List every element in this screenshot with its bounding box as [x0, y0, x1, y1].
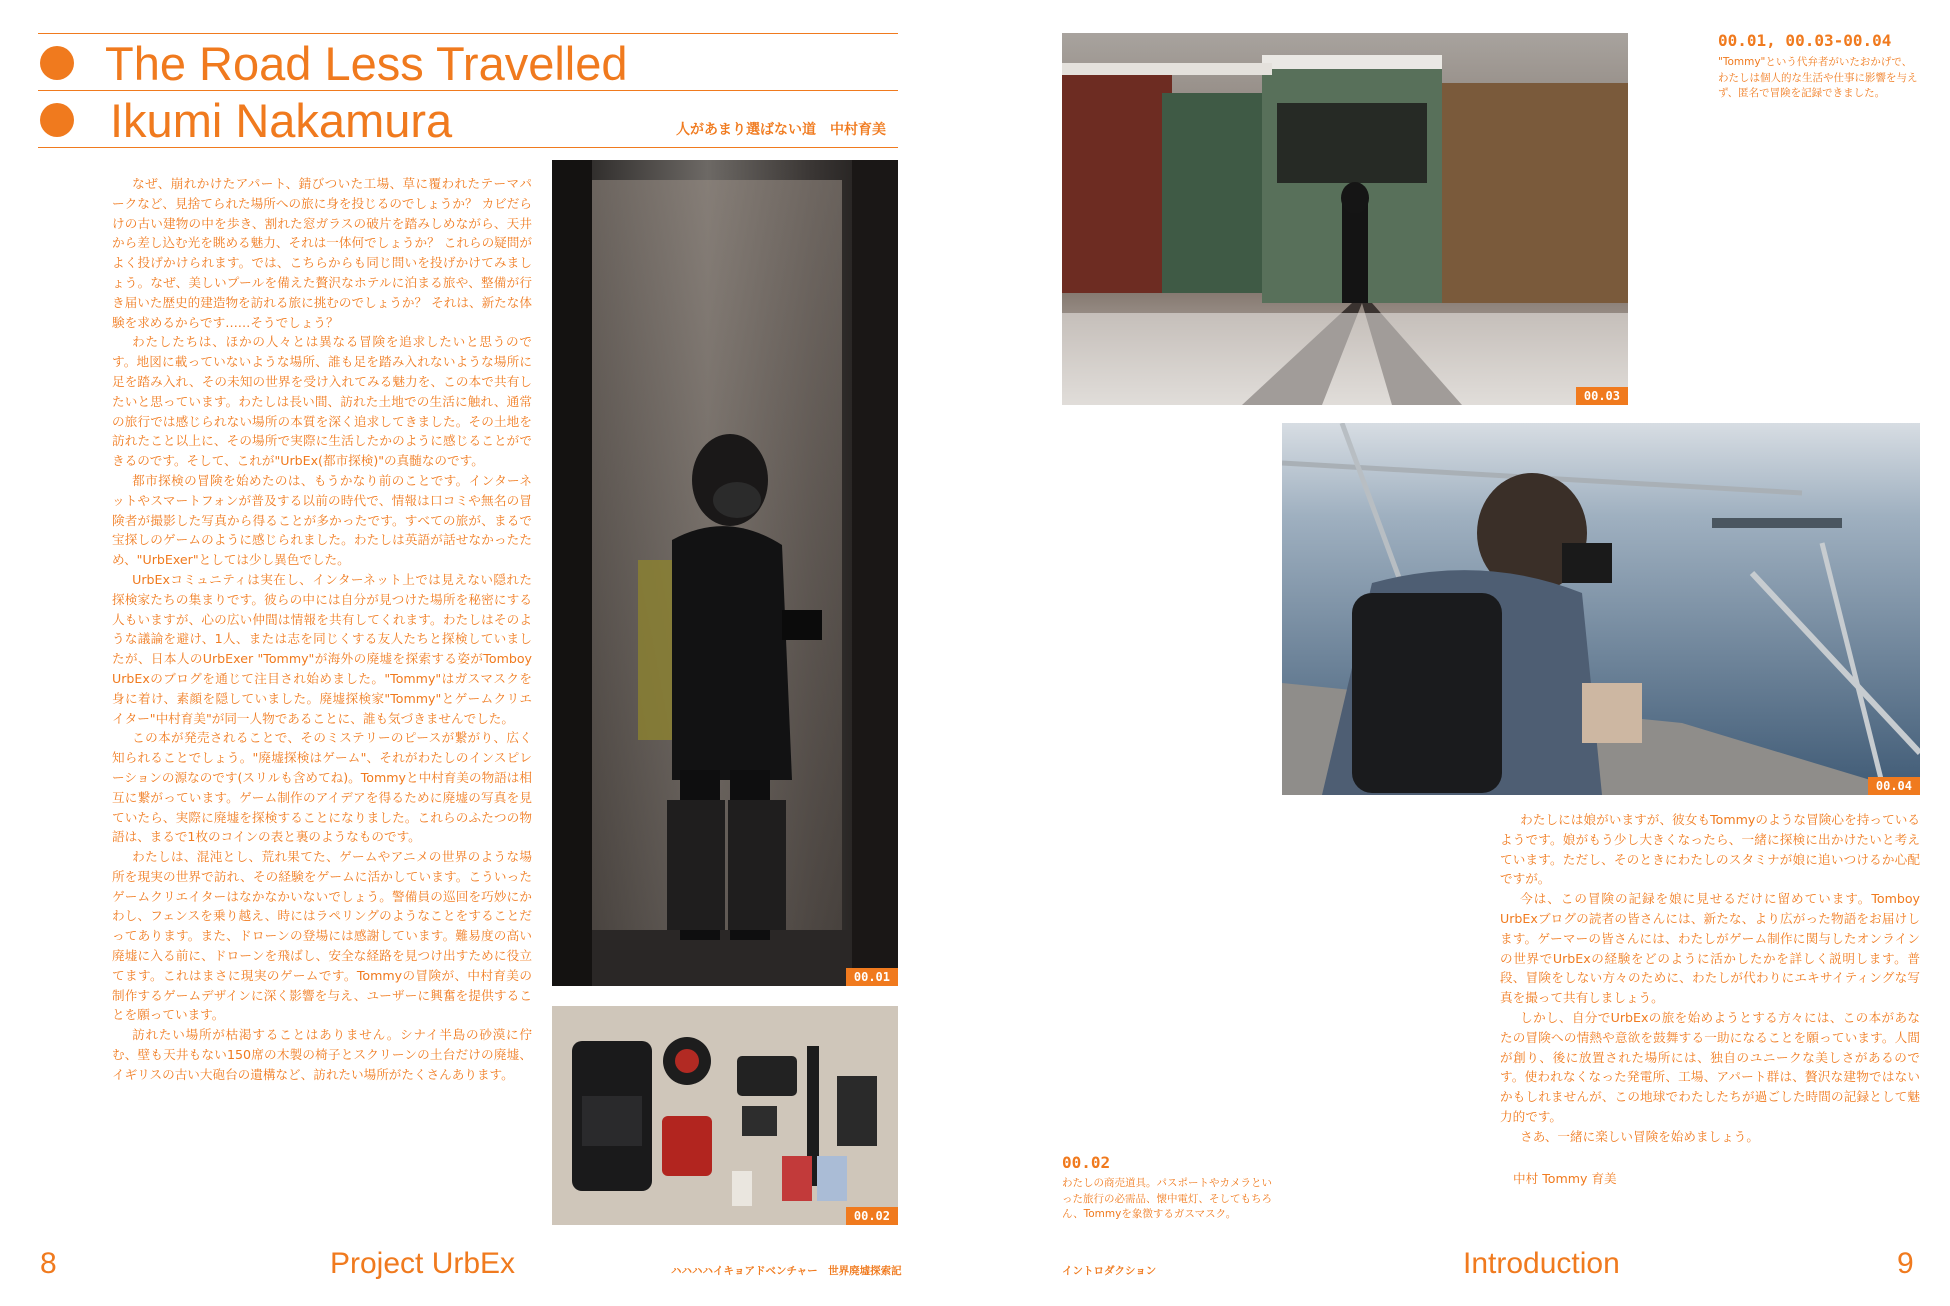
left-running-title: Project UrbEx — [330, 1247, 516, 1280]
author-signature: 中村 Tommy 育美 — [1513, 1171, 1617, 1186]
body-paragraph: 都市探検の冒険を始めたのは、もうかなり前のことです。インターネットやスマートフォンが普及する以前の時代で、情報は口コミや無名の冒険者が撮影した写真から得ることが多かったです。すべての旅が、まるで宝探しのゲームのように感じられました。わたしは英語が話せなかったため、"UrbExer"としては少し異色でした。 — [112, 472, 532, 568]
right-page-number: 9 — [1897, 1247, 1914, 1280]
body-paragraph: UrbExコミュニティは実在し、インターネット上では見えない隠れた探検家たちの集まりです。彼らの中には自分が見つけた場所を秘密にする人もいますが、心の広い仲間は情報を共有してくれます。わたしはそのような議論を避け、1人、または志を同じくする友人たちと探検していましたが、日本人のUrbExer "Tommy"が海外の廃墟を探索する姿がTomboy UrbExのブログを通じて注目され始めました。"Tommy"はガスマスクを身に着け、素顔を隠していました。廃墟探検家"Tommy"とゲームクリエイター"中村育美"が同一人物であることに、誰も気づきませんでした。 — [112, 571, 532, 726]
japanese-subtitle: 人があまり選ばない道 中村育美 — [676, 122, 886, 138]
body-paragraph: この本が発売されることで、そのミステリーのピースが繋がり、広く知られることでしょう。"廃墟探検はゲーム"、それがわたしのインスピレーションの源なのです(スリルも含めてね)。Tommyと中村育美の物語は相互に繋がっています。ゲーム制作のアイデアを得るために廃墟の写真を見ていたら、実際に廃墟を探検することになりました。これらのふたつの物語は、まるで1枚のコインの表と裏のようなものです。 — [112, 730, 532, 845]
photo-tag-00-04: 00.04 — [1868, 777, 1920, 795]
body-paragraph: わたしには娘がいますが、彼女もTommyのような冒険心を持っているようです。娘がもう少し大きくなったら、一緒に探検に出かけたいと考えています。ただし、そのときにわたしのスタミナが娘に追いつけるか心配ですが。 — [1500, 812, 1920, 887]
caption-heading-right: 00.01, 00.03-00.04 — [1718, 31, 1892, 50]
left-page-number: 8 — [40, 1247, 57, 1280]
body-paragraph: 訪れたい場所が枯渇することはありません。シナイ半島の砂漠に佇む、壁も天井もない150席の木製の椅子とスクリーンの土台だけの廃墟、イギリスの古い大砲台の遺構など、訪れたい場所がたくさんあります。 — [112, 1027, 532, 1082]
author-name: Ikumi Nakamura — [110, 94, 453, 147]
body-paragraph: なぜ、崩れかけたアパート、錆びついた工場、草に覆われたテーマパークなど、見捨てられた場所への旅に身を投じるのでしょうか？ カビだらけの古い建物の中を歩き、割れた窓ガラスの破片を踏みしめながら、天井から差し込む光を眺める魅力、それは一体何でしょうか？ これらの疑問がよく投げかけられます。では、こちらからも同じ問いを投げかけてみましょう。なぜ、美しいプールを備えた贅沢なホテルに泊まる旅や、整備が行き届いた歴史的建造物を訪れる旅に挑むのでしょうか？ それは、新たな体験を求めるからです……そうでしょう？ — [112, 176, 532, 330]
body-paragraph: しかし、自分でUrbExの旅を始めようとする方々には、この本があなたの冒険への情熱や意欲を鼓舞する一助になることを願っています。人間が創り、後に放置された場所には、独自のユニークな美しさがあるのです。使われなくなった発電所、工場、アパート群は、贅沢な建物ではないかもしれませんが、この地球でわたしたちが過ごした時間の記録として魅力的です。 — [1500, 1009, 1920, 1124]
body-paragraph: わたしたちは、ほかの人々とは異なる冒険を追求したいと思うのです。地図に載っていないような場所、誰も足を踏み入れないような場所に足を踏み入れ、その未知の世界を受け入れてみる魅力を、この本で共有したいと思っています。わたしは長い間、訪れた土地での生活に触れ、通常の旅行では感じられない場所の本質を深く追求してきました。その土地を訪れたこと以上に、その場所で実際に生活したかのように感じることができるのです。そして、これが"UrbEx(都市探検)"の真髄なのです。 — [112, 334, 532, 469]
right-body-text — [1500, 810, 1920, 1147]
title-bullet-1 — [40, 46, 74, 80]
caption-heading-gear: 00.02 — [1062, 1153, 1111, 1172]
right-running-subtitle: イントロダクション — [1062, 1265, 1157, 1277]
photo-snowy-trolley-graveyard — [1062, 33, 1628, 405]
title-middle-rule — [38, 90, 898, 91]
article-title: The Road Less Travelled — [105, 37, 628, 90]
photo-tag-00-02: 00.02 — [846, 1207, 898, 1225]
photo-tag-00-01: 00.01 — [846, 968, 898, 986]
body-paragraph: わたしは、混沌とし、荒れ果てた、ゲームやアニメの世界のような場所を現実の世界で訪れ、その経験をゲームに活かしています。こういったゲームクリエイターはなかなかいないでしょう。警備員の巡回を巧妙にかわし、フェンスを乗り越え、時にはラペリングのようなことをすることだってあります。また、ドローンの登場には感謝しています。難易度の高い廃墟に入る前に、ドローンを飛ばし、安全な経路を見つけ出すために役立てます。これはまさに現実のゲームです。Tommyの冒険が、中村育美の制作するゲームデザインに深く影響を与え、ユーザーに興奮を提供することを願っています。 — [112, 849, 532, 1023]
body-paragraph: さあ、一緒に楽しい冒険を始めましょう。 — [1520, 1128, 1759, 1144]
photo-gear-flatlay — [552, 1006, 898, 1225]
left-running-subtitle: ハハハハイキョアドベンチャー 世界廃墟探索記 — [671, 1265, 902, 1277]
photo-explorer-in-train-door — [552, 160, 898, 986]
caption-text-right: "Tommy"という代弁者がいたおかげで、わたしは個人的な生活や仕事に影響を与えず、匿名で冒険を記録できました。 — [1718, 56, 1918, 99]
title-bottom-rule — [38, 147, 898, 148]
title-bullet-2 — [40, 103, 74, 137]
caption-text-gear: わたしの商売道具。パスポートやカメラといった旅行の必需品、懐中電灯、そしてもちろん、Tommyを象徴するガスマスク。 — [1062, 1177, 1272, 1220]
left-body-text — [112, 174, 532, 1085]
body-paragraph: 今は、この冒険の記録を娘に見せるだけに留めています。Tomboy UrbExブログの読者の皆さんには、新たな、より広がった物語をお届けします。ゲーマーの皆さんには、わたしがゲーム制作に関与したオンラインの世界でUrbExの経験をどのように活かしたかを詳しく説明します。普段、冒険をしない方々のために、わたしが代わりにエキサイティングな写真を撮って共有しましょう。 — [1500, 891, 1920, 1006]
photo-tag-00-03: 00.03 — [1576, 387, 1628, 405]
title-top-rule — [38, 33, 898, 34]
photo-photographer-on-boat — [1282, 423, 1920, 795]
right-running-title: Introduction — [1463, 1247, 1620, 1280]
